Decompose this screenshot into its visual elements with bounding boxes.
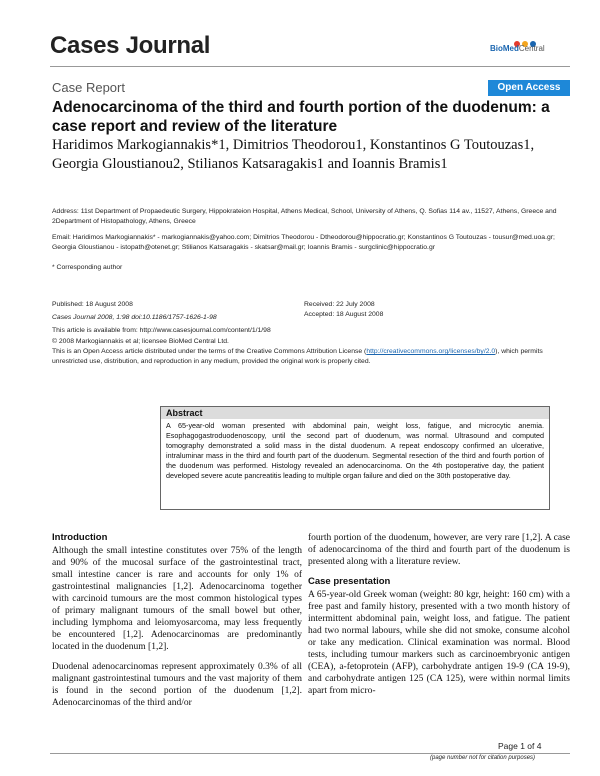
intro-continued: fourth portion of the duodenum, however, are very rare [1,2]. A case of adenocarcinoma of the third and fourth part of the duodenum is presented along with a literature review. [308,533,570,567]
header-divider [50,66,570,67]
open-access-badge: Open Access [488,80,570,96]
received-accepted [304,300,564,319]
citation: Cases Journal 2008, 1:98 doi:10.1186/1757-1626-1-98 [52,313,217,321]
report-type: Case Report [52,80,125,95]
received-date: Received: 22 July 2008 [304,301,375,308]
intro-paragraph-1: Although the small intestine constitutes over 75% of the length and 90% of the mucosal surface of the gastrointestinal tract, small intestine cancer is rare and accounts for only 1% of gastrointestinal malignancies [1,2]. Adenocarcinoma together with carcinoid tumours are the most common histological types of primary malignant tumours of the small bowel but other, including lymphoma and leiomyosarcoma, may less frequently be encountered [1,2]. Adenocarcinomas are predominantly located in the duodenum [1,2]. [52,546,302,652]
article-url[interactable]: This article is available from: http://www.casesjournal.com/content/1/1/98 [52,327,271,334]
page-number: Page 1 of 4 [498,741,542,751]
case-paragraph-1: A 65-year-old Greek woman (weight: 80 kgr, height: 160 cm) with a free past and family history, presented with a two month history of intermittent abdominal pain, weight loss, and fatigue. The patient had two normal labours, while she did not smoke, consume alcohol or take any medication. Clinical examination was normal. Blood tests, including tumour markers such as carcinoembryonic antigen (CEA), a-fetoprotein (AFP), carbohydrate antigen 19-9 (CA 19-9), and carbohydrate antigen 125 (CA 125), were within normal limits apart from micro- [308,590,570,696]
logo-text: BioMedCentral [490,44,545,53]
abstract-box [160,406,550,510]
introduction-heading: Introduction [52,532,108,543]
author-address: Address: 11st Department of Propaedeutic Surgery, Hippokrateion Hospital, Athens Medical, School, University of Athens, Q. Sofias 114 av., 11527, Athens, Greece and 2Department of Histopathology, Athens, Greece [52,208,557,225]
abstract-text: A 65-year-old woman presented with abdominal pain, weight loss, fatigue, and microcytic anemia. Esophagogastroduodenoscopy, until the second part of duodenum, was normal. Ultrasound and computed tomography demonstrated a solid mass in the distal duodenum. A repeat endoscopy confirmed an ulcerative, intraluminar mass in the third and fourth part of the duodenum. Segmental resection of the third and fourth portion of the duodenum was performed. Histology revealed an adenocarcinoma. On the 4th postoperative day, the patient developed severe acute pancreatitis leading to multiple organ failure and died on the 30th postoperative day. [166,421,544,480]
case-presentation-heading: Case presentation [308,576,391,587]
left-column [52,532,302,717]
corresponding-note: * Corresponding author [52,264,123,271]
right-column [308,532,570,705]
biomed-central-logo [490,34,564,56]
publication-info [52,300,312,322]
article-authors: Haridimos Markogiannakis*1, Dimitrios Theodorou1, Konstantinos G Toutouzas1, Georgia Gloustianou2, Stilianos Katsaragakis1 and Ioannis Bramis1 [52,137,535,172]
intro-paragraph-2: Duodenal adenocarcinomas represent approximately 0.3% of all malignant gastrointestinal tumours and the vast majority of them is found in the second portion of the duodenum [1,2]. Adenocarcinomas of the third and/or [52,662,302,708]
license-text: This is an Open Access article distributed under the terms of the Creative Commons Attribution License (http://creativecommons.org/licenses/by/2.0), which permits unrestricted use, distribution, and reproduction in any medium, provided the original work is properly cited. [52,348,543,365]
copyright: © 2008 Markogiannakis et al; licensee BioMed Central Ltd. [52,338,229,345]
journal-title: Cases Journal [50,32,211,59]
footer-divider [50,753,570,754]
logo-mark-icon [514,34,540,40]
published-date: Published: 18 August 2008 [52,301,133,308]
abstract-heading: Abstract [161,407,549,419]
page-note: (page number not for citation purposes) [430,755,536,761]
license-link[interactable]: http://creativecommons.org/licenses/by/2.0 [366,348,496,355]
accepted-date: Accepted: 18 August 2008 [304,310,384,318]
author-emails: Email: Haridimos Markogiannakis* - markogiannakis@yahoo.com; Dimitrios Theodorou - Dtheodorou@hippocratio.gr; Konstantinos G Toutouzas - tousur@med.uoa.gr; Georgia Gloustianou - istopath@otenet.gr; Stilianos Katsaragakis - skatsar@mail.gr; Ioannis Bramis - surgclinic@hippocratio.gr [52,234,555,251]
article-title: Adenocarcinoma of the third and fourth portion of the duodenum: a case report and review of the literature [52,99,550,135]
